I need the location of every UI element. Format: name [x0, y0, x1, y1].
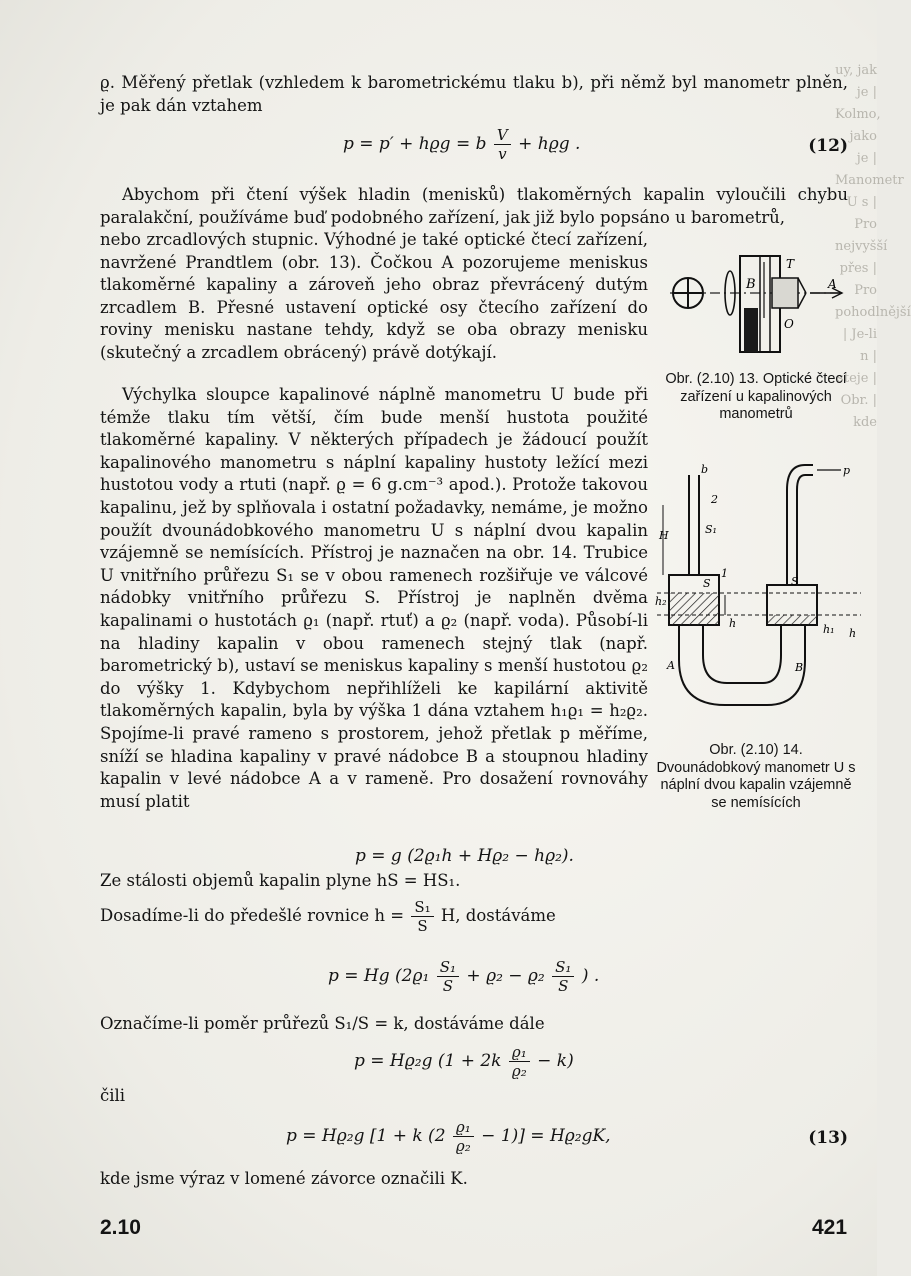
label-p: p	[843, 464, 851, 477]
fraction-S1-S: $\frac{\text{S₁}}{S}$	[411, 898, 433, 935]
paragraph-parallax: Abychom při čtení výšek hladin (menisků) tlakoměrných kapalin vyloučili chybu paralakční, používáme buď podobného zařízení, jak již bylo popsáno u barometrů,	[100, 185, 848, 227]
line-final: kde jsme výraz v lomené závorce označili K.	[100, 1169, 468, 1188]
equation-12	[100, 122, 848, 162]
label-T: T	[786, 257, 795, 271]
fraction-S1-S-a: $\frac{\text{S₁}}{S}$	[437, 958, 459, 995]
paragraph-parallax-cont: nebo zrcadlových stupnic. Výhodné je také optické čtecí zařízení, navržené Prandtlem (obr. 13). Čočkou A pozorujeme meniskus tlakoměrné kapaliny a zároveň jeho obraz převrácený dutým zrcadlem B. Přesné ustavení optické osy čtecího zařízení do roviny menisku nastane tehdy, když se oba obrazy menisku (skutečný a zrcadlem obrácený) právě dotýkají.	[100, 230, 648, 362]
fraction-S1-S-b: $\frac{\text{S₁}}{S}$	[552, 958, 574, 995]
fraction-V-v: $\frac{V}{v}$	[494, 126, 511, 163]
facing-page-bleed: uy, jak je | Kolmo, jako je | Manometr U s | Pro nejvyšší přes | Pro pohodlnější | Je-li n | steje | Obr. | kde	[835, 63, 911, 430]
label-S1: S₁	[705, 523, 717, 536]
label-O: O	[784, 317, 794, 331]
figure-14-caption: Obr. (2.10) 14. Dvounádobkový manometr U s náplní dvou kapalin vzájemně se nemísících	[656, 742, 856, 811]
fraction-rho1-rho2: $\frac{\text{ϱ₁}}{\text{ϱ₂}}$	[509, 1043, 530, 1080]
paragraph-deflection: Výchylka sloupce kapalinové náplně manometru U bude při témže tlaku tím větší, čím bude menší hustota použité tlakoměrné kapaliny. V některých případech je žádoucí použít kapalinového manometru s náplní kapaliny hustoty ležící mezi hustotou vody a rtuti (např. ϱ = 6 g.cm⁻³ apod.). Protože takovou kapalinu, jež by splňovala i ostatní požadavky, nemáme, je možno použít dvounádobkového manometru U s náplní dvou kapalin vzájemně se nemísících. Přístroj je naznačen na obr. 14. Trubice U vnitřního průřezu S₁ se v obou ramenech rozšiřuje ve válcové nádobky vnitřního průřezu S. Přístroj je naplněn dvěma kapalinami o hustotách ϱ₁ (např. rtuť) a ϱ₂ (např. voda). Působí-li na hladiny kapalin v obou ramenech stejný tlak (např. barometrický b), ustaví se meniskus kapaliny s menší hustotou ϱ₂ do výšky 1. Kdybychom nepřihlíželi ke kapilární aktivitě tlakoměrných kapalin, byla by výška 1 dána vztahem h₁ϱ₁ = h₂ϱ₂. Spojíme-li pravé rameno s prostorem, jehož přetlak p měříme, sníží se hladina kapaliny v pravé nádobce B a stoupnou hladiny kapalin v levé nádobce A a v rameně. Pro dosažení rovnováhy musí platit	[100, 385, 648, 811]
label-h-right: h	[849, 627, 857, 640]
line-ratio: Označíme-li poměr průřezů S₁/S = k, dostáváme dále	[100, 1014, 545, 1033]
label-H: H	[659, 529, 669, 542]
equation-13: p = Hϱ₂g [1 + k (2 $\frac{\text{ϱ₁}}{\text{ϱ₂}}$ − 1)] = Hϱ₂gK, (13)	[286, 1118, 848, 1155]
equation-hg: p = Hg (2ϱ₁ $\frac{\text{S₁}}{S}$ + ϱ₂ − ϱ₂ $\frac{\text{S₁}}{S}$ ) .	[328, 958, 600, 995]
label-A: A	[667, 659, 675, 672]
line-cili: čili	[100, 1086, 126, 1105]
figure-14-two-vessel-manometer	[655, 455, 865, 720]
equation-number-13: (13)	[808, 1128, 848, 1148]
label-B: B	[795, 661, 804, 674]
figure-13-optical-reader	[660, 248, 860, 358]
fraction-rho1-rho2-13: $\frac{\text{ϱ₁}}{\text{ϱ₂}}$	[453, 1118, 474, 1155]
label-A: A	[828, 277, 837, 291]
page-number: 421	[812, 1216, 848, 1239]
equation-number: (12)	[808, 136, 848, 156]
section-number: 2.10	[100, 1216, 141, 1239]
label-1: 1	[721, 567, 728, 580]
paragraph-intro: ϱ. Měřený přetlak (vzhledem k barometrickému tlaku b), při němž byl manometr plněn, je pak dán vztahem	[100, 73, 848, 115]
line-volume-constancy: Ze stálosti objemů kapalin plyne hS = HS₁.	[100, 871, 461, 890]
equation-balance: p = g (2ϱ₁h + Hϱ₂ − hϱ₂).	[355, 846, 574, 866]
label-2: 2	[711, 493, 718, 506]
equation-k: p = Hϱ₂g (1 + 2k $\frac{\text{ϱ₁}}{\text{ϱ₂}}$ − k)	[354, 1043, 574, 1080]
label-S-right: S	[791, 575, 799, 588]
line-substitution: Dosadíme-li do předešlé rovnice h = $\frac{\text{S₁}}{S}$ H, dostáváme	[100, 898, 556, 935]
label-S-left: S	[703, 577, 711, 590]
label-h: h	[729, 617, 737, 630]
label-h1: h₁	[823, 623, 835, 636]
label-B: B	[746, 277, 756, 292]
equation-12-body: p = p′ + hϱg = b $\frac{V}{v}$ + hϱg .	[343, 126, 581, 163]
label-p0: b	[701, 463, 709, 476]
label-h2: h₂	[655, 595, 667, 608]
figure-13-caption: Obr. (2.10) 13. Optické čtecí zařízení u kapalinových manometrů	[665, 371, 847, 422]
